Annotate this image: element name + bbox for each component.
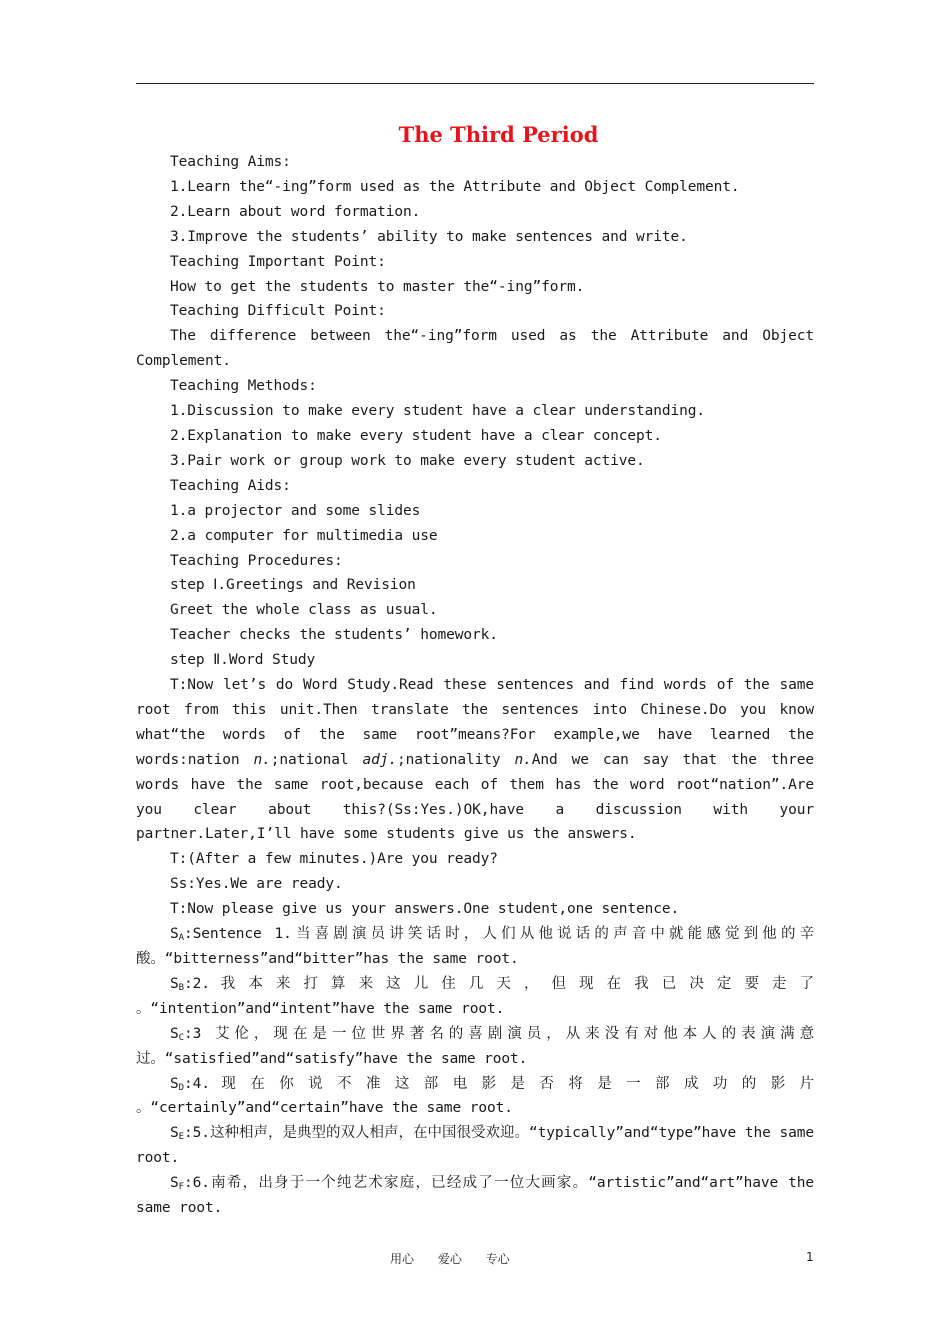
text-line: Teaching Important Point:	[170, 253, 386, 270]
text-line: Greet the whole class as usual.	[170, 602, 438, 619]
text-line: T:Now please give us your answers.One student,one sentence.	[170, 901, 680, 918]
text-line: step Ⅱ.Word Study	[170, 652, 316, 669]
page-footer	[0, 1250, 950, 1270]
text-line: Teaching Methods:	[170, 378, 317, 395]
text-line: T:(After a few minutes.)Are you ready?	[170, 851, 498, 868]
answer-paragraph: $S_C:3$ 艾伦，现在是一位世界著名的喜剧演员，从来没有对他本人的表演满意过。“satisfied”and“satisfy”have the same root.	[136, 1025, 814, 1067]
answer-paragraph: $S_A:Sentence$ 1.当喜剧演员讲笑话时，人们从他说话的声音中就能感觉到他的辛酸。“bitterness”and“bitter”has the same root.	[136, 926, 814, 967]
text-line: Teaching Procedures:	[170, 552, 343, 569]
text-line: 2.a computer for multimedia use	[170, 527, 438, 544]
answer-paragraph: $S_F:6$.南希，出身于一个纯艺术家庭，已经成了一位大画家。“artistic”and“art”have the same root.	[136, 1175, 814, 1217]
answer-paragraph: $S_E:5$.这种相声，是典型的双人相声，在中国很受欢迎。“typically”and“type”have the same root.	[136, 1125, 814, 1167]
document-title: The Third Period	[398, 122, 599, 147]
text-line: step Ⅰ.Greetings and Revision	[170, 577, 416, 594]
answer-paragraph: $S_B:2$. 我 本 来 打 算 来 这 儿 住 几 天 ， 但 现 在 我 已 决 定 要 走 了 。“intention”and“intent”have the same root.	[136, 975, 814, 1017]
text-line: 3.Pair work or group work to make every student active.	[170, 452, 645, 469]
text-line: 1.Discussion to make every student have a clear understanding.	[170, 403, 706, 420]
text-line: How to get the students to master the“-ing”form.	[170, 278, 585, 295]
text-line: 1.a projector and some slides	[170, 502, 421, 519]
text-line: Teaching Aims:	[170, 154, 291, 170]
teacher-paragraph: T:Now let’s do Word Study.Read these sentences and find words of the same root from this unit.Then translate the sentences into Chinese.Do you know what“the words of the same root”means?For example,we have learned the words:nation n.;national adj.;nationality n.And we can say that the three words have the same root,because each of them has the word root“nation”.Are you clear about this?(Ss:Yes.)OK,have a discussion with your partner.Later,I’ll have some students give us the answers.	[136, 677, 815, 843]
header-rule	[136, 83, 814, 84]
page-number: 1	[806, 1250, 814, 1264]
text-paragraph: The difference between the“-ing”form used as the Attribute and Object Complement.	[136, 328, 814, 370]
text-line: Teaching Aids:	[170, 477, 291, 494]
answer-paragraph: $S_D:4$. 现 在 你 说 不 准 这 部 电 影 是 否 将 是 一 部 成 功 的 影 片 。“certainly”and“certain”have the same root.	[136, 1075, 814, 1117]
text-line: Teaching Difficult Point:	[170, 303, 386, 320]
text-line: Teacher checks the students’ homework.	[170, 627, 498, 644]
footer-motto: 用心 爱心 专心	[390, 1252, 510, 1266]
document-body	[136, 150, 814, 1221]
text-line: Ss:Yes.We are ready.	[170, 876, 343, 893]
text-line: 2.Explanation to make every student have a clear concept.	[170, 427, 662, 444]
text-line: 3.Improve the students’ ability to make sentences and write.	[170, 228, 688, 245]
text-line: 1.Learn the“-ing”form used as the Attribute and Object Complement.	[170, 178, 740, 195]
text-line: 2.Learn about word formation.	[170, 203, 421, 220]
